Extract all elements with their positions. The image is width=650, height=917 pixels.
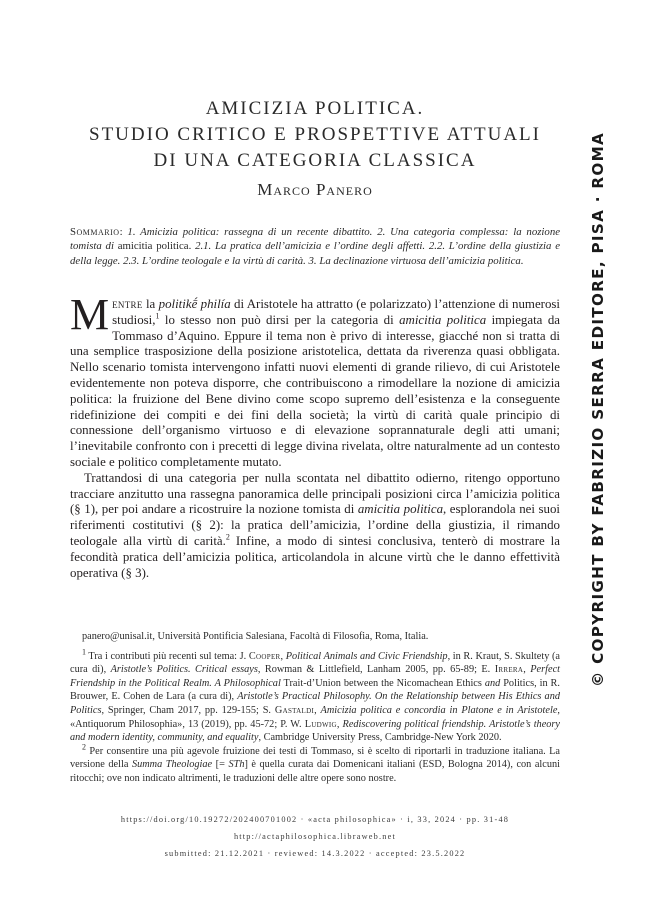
text-run: , Rowman & Littlefield, Lanham 2005, pp. 65-89; E. [257, 664, 495, 676]
cited-title: Aristotle’s Practical Philosophy. On the Relationship between His Ethics and Politics [70, 691, 560, 716]
cited-author: Irrera [494, 664, 524, 676]
cited-author: Cooper [248, 650, 281, 662]
copyright-notice: © COPYRIGHT BY FABRIZIO SERRA EDITORE, PISA · ROMA [589, 131, 607, 687]
submission-dates: submitted: 21.12.2021 · reviewed: 14.3.2022 · accepted: 23.5.2022 [164, 849, 466, 858]
text-run: , «Antiquorum Philosophia», 13 (2019), pp. 45-72; P. W. [70, 704, 560, 730]
title-line-3: DI UNA CATEGORIA CLASSICA [153, 150, 477, 171]
article-title [70, 96, 560, 174]
summary-section-1: 1. Amicizia politica: rassegna di un recente dibattito. [127, 226, 373, 238]
cited-title: STh [228, 759, 245, 771]
text-run: , esplorandola nei suoi riferimenti costitutivi (§ 2): la pratica dell’amicizia, l’ordine della giustizia, il rimando teologale alla virtù di carità. [70, 502, 560, 548]
cited-title: Summa Theologiae [131, 759, 213, 771]
text-run: Infine, a modo di sintesi conclusiva, tenterò di mostrare la fecondità pratica dell’amicizia politica, articolandola in alcune virtù che le danno effettività operativa (§ 3). [70, 533, 560, 580]
text-run: di Aristotele ha attratto (e polarizzato) l’attenzione di numerosi studiosi, [112, 297, 561, 327]
summary-section-2-2: 2.2. L’ordine della giustizia e della legge. [70, 240, 560, 267]
cited-author: Gastaldi [274, 704, 315, 716]
journal-url[interactable]: http://actaphilosophica.libraweb.net [233, 832, 397, 841]
cited-author: Ludwig [304, 718, 337, 730]
text-run: ] è quella curata dai Domenicani italiani (ESD, Bologna 2014), con alcuni ritocchi; ove non indicato altrimenti, le traduzioni delle altre opere sono nostre. [70, 759, 561, 784]
text-run: , Cambridge University Press, Cambridge-New York 2020. [258, 732, 502, 744]
cited-title: Amicizia politica e concordia in Platone e in Aristotele [320, 704, 558, 716]
summary-section-2-1: 2.1. La pratica dell’amicizia e l’ordine degli affetti. [195, 240, 426, 253]
cited-title: Perfect Friendship in the Political Realm. A Philosophical [70, 664, 560, 689]
text-run: Per consentire una più agevole fruizione dei testi di Tommaso, si è scelto di riportarli in traduzione italiana. La versione della [70, 745, 560, 771]
text-run: Tra i contributi più recenti sul tema: J. [86, 650, 249, 662]
text-run: , [336, 718, 343, 730]
text-run: la [142, 297, 159, 311]
author-name: Marco Panero [257, 180, 373, 199]
text-run: , [523, 664, 531, 676]
cited-title: Rediscovering political friendship. Aristotle’s theory and modern identity, community, and equality [70, 718, 560, 744]
title-line-2: STUDIO CRITICO E PROSPETTIVE ATTUALI [89, 124, 541, 145]
footnotes [70, 630, 560, 786]
doi-line[interactable]: https://doi.org/10.19272/202400701002 · «acta philosophica» · i, 33, 2024 · pp. 31-48 [120, 815, 510, 824]
text-run: Politics, in R. Brouwer, E. Cohen de Lara (a cura di), [70, 677, 560, 703]
text-run: lo stesso non può dirsi per la categoria di [159, 312, 400, 327]
term-amicitia-politica: amicitia politica [357, 502, 444, 517]
footnote-ref-2[interactable]: 2 [225, 532, 230, 542]
text-run: impiegata da Tommaso d’Aquino. Eppure il tema non è privo di interesse, giacché non si tratta di una semplice trasposizione della posizione aristotelica, dettata da riverenza quasi obbligata. Nello scenario tomista intervengono infatti nuovi elementi di grande rilievo, di cui Aristotele evidentemente non poteva disporre, che contribuiscono a rimodellare la nozione di amicizia politica: la fruizione del Bene divino come scopo supremo dell’esistenza e la conseguente ridefinizione dei compiti e dei fini della società; la virtù di carità quale principio di connessione dell’organismo virtuoso e di elevazione soprannaturale degli atti umani; l’inevitabile confronto con i precetti di legge divina rivelata, oltre naturalmente ad un contesto sociale e politico completamente mutato. [70, 312, 560, 469]
drop-cap: M [70, 290, 110, 339]
footnote-1 [70, 647, 560, 745]
summary: Sommario: 1. Amicizia politica: rassegna di un recente dibattito. 2. Una categoria complessa: la nozione tomista di amicitia politica. 2.1. La pratica dell’amicizia e l’ordine degli affetti. 2.2. L’ordine della giustizia e della legge. 2.3. L’ordine teologale e la virtù di carità. 3. La declinazione virtuosa dell’amicizia politica. [70, 226, 561, 267]
first-word: entre [112, 297, 143, 311]
footnote-ref-1[interactable]: 1 [155, 311, 160, 321]
cited-title: Political Animals and Civic Friendship [285, 650, 448, 662]
text-run: , [280, 650, 286, 662]
term-politike-philia: politikḗ philía [158, 297, 231, 311]
paragraph-2 [70, 471, 560, 582]
article-body [70, 290, 561, 581]
footnote-2 [70, 742, 561, 786]
summary-section-2: 2. Una categoria complessa: la nozione tomista di [70, 226, 561, 253]
summary-section-3: 3. La declinazione virtuosa dell’amicizia politica. [308, 254, 524, 267]
publication-info [70, 811, 560, 862]
cited-title: Aristotle’s Politics. Critical essays [110, 664, 258, 676]
term-amicitia-politica: amicitia politica [399, 312, 487, 327]
text-run: Trait-d’Union between the Nicomachean Ethics [280, 677, 485, 689]
title-line-1: AMICIZIA POLITICA. [205, 98, 425, 119]
footnote-number-2: 2 [82, 742, 86, 752]
text-run: Trattandosi di una categoria per nulla scontata nel dibattito odierno, ritengo opportuno tracciare anzitutto una rassegna panoramica delle principali posizioni circa l’amicizia politica (§ 1), per poi andare a ricostruire la nozione tomista di [70, 470, 560, 517]
summary-label: Sommario [70, 226, 120, 238]
footnote-number-1: 1 [82, 647, 86, 657]
author-affiliation: panero@unisal.it, Università Pontificia Salesiana, Facoltà di Filosofia, Roma, Italia. [82, 631, 429, 642]
text-run: [= [212, 759, 229, 771]
text-run: , Springer, Cham 2017, pp. 129-155; S. [101, 704, 275, 716]
text-run: , [314, 704, 321, 716]
summary-section-2-3: 2.3. L’ordine teologale e la virtù di carità. [123, 254, 306, 267]
text-run: , in R. Kraut, S. Skultety (a cura di), [70, 650, 560, 676]
summary-section-2-term: amicitia politica [117, 240, 189, 253]
paragraph-1 [70, 290, 561, 471]
cited-title: and [484, 677, 501, 689]
